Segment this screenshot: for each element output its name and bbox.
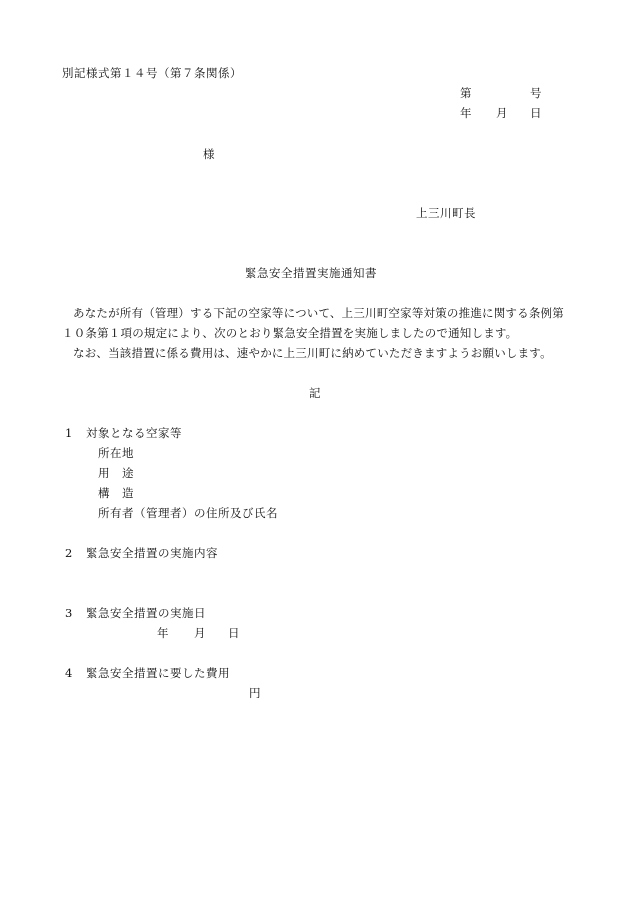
item-4-number: 4 bbox=[65, 666, 73, 680]
item-1-label: 対象となる空家等 bbox=[86, 426, 182, 440]
date-year: 年 bbox=[460, 106, 472, 120]
item-1-usage: 用 途 bbox=[98, 466, 134, 480]
sender-name: 上三川町長 bbox=[416, 206, 476, 220]
item-4-unit: 円 bbox=[249, 686, 261, 700]
item-1-number: 1 bbox=[65, 426, 73, 440]
item-3-label: 緊急安全措置の実施日 bbox=[86, 606, 206, 620]
item-4-label: 緊急安全措置に要した費用 bbox=[86, 666, 230, 680]
item-3-number: 3 bbox=[65, 606, 73, 620]
addressee-suffix: 様 bbox=[203, 147, 215, 161]
document-title: 緊急安全措置実施通知書 bbox=[245, 266, 377, 280]
item-2-number: 2 bbox=[65, 546, 73, 560]
body-paragraph bbox=[62, 308, 582, 368]
ki-heading: 記 bbox=[309, 386, 321, 400]
body-line-3: なお、当該措置に係る費用は、速やかに上三川町に納めていただきますようお願いします。 bbox=[73, 346, 552, 360]
body-line-2: １０条第１項の規定により、次のとおり緊急安全措置を実施しましたので通知します。 bbox=[62, 326, 518, 340]
date-day: 日 bbox=[530, 106, 542, 120]
item-2-label: 緊急安全措置の実施内容 bbox=[86, 546, 218, 560]
item-3-day: 日 bbox=[228, 626, 240, 640]
item-3-year: 年 bbox=[157, 626, 169, 640]
number-prefix: 第 bbox=[460, 86, 472, 100]
item-1-location: 所在地 bbox=[98, 446, 134, 460]
date-month: 月 bbox=[496, 106, 508, 120]
form-label: 別記様式第１４号（第７条関係） bbox=[62, 66, 242, 80]
item-1-owner: 所有者（管理者）の住所及び氏名 bbox=[98, 506, 278, 520]
number-suffix: 号 bbox=[530, 86, 542, 100]
item-3-month: 月 bbox=[194, 626, 206, 640]
body-line-1: あなたが所有（管理）する下記の空家等について、上三川町空家等対策の推進に関する条例第 bbox=[73, 306, 564, 320]
item-1-structure: 構 造 bbox=[98, 486, 134, 500]
